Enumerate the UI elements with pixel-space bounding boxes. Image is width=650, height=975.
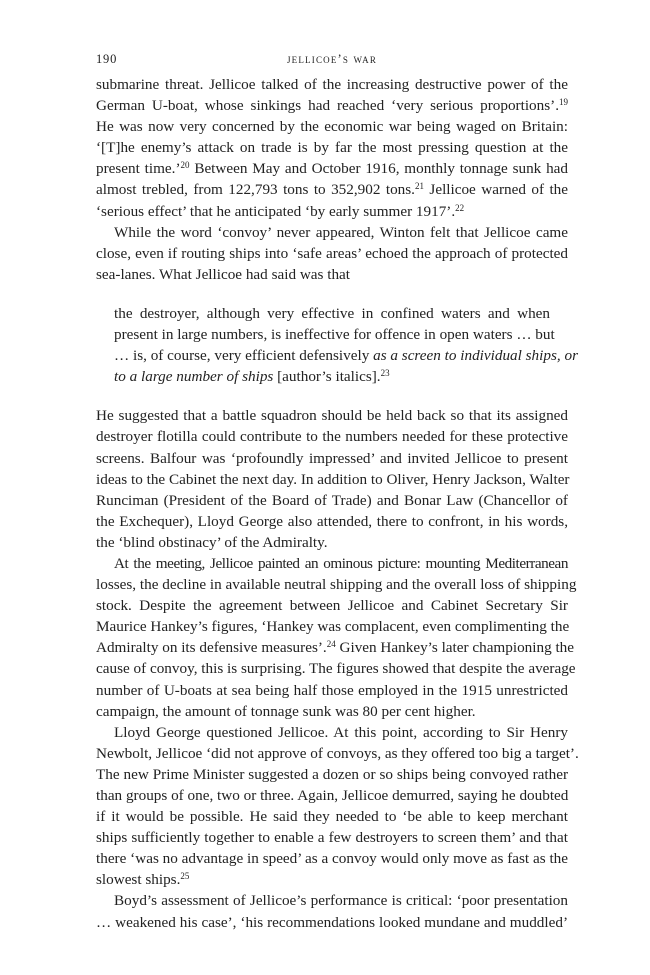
text-line: He suggested that a battle squadron should be held back so that its assigned	[96, 407, 568, 425]
text-line: there ‘was no advantage in speed’ as a convoy would only move as fast as the	[96, 850, 568, 868]
quote-line: the destroyer, although very effective in confined waters and when	[114, 304, 550, 322]
footnote-ref: 19	[559, 97, 568, 108]
paragraph-1	[96, 74, 568, 222]
text-line: close, even if routing ships into ‘safe areas’ echoed the approach of protected	[96, 244, 568, 262]
footnote-ref: 22	[455, 202, 465, 213]
text-line: almost trebled, from 122,793 tons to 352,902 tons.$^{21}$ Jellicoe warned of the	[96, 181, 568, 199]
text-line: He was now very concerned by the economic war being waged on Britain:	[96, 118, 568, 136]
text-line: At the meeting, Jellicoe painted an ominous picture: mounting Mediterranean	[114, 554, 568, 572]
text-line: number of U-boats at sea being half those employed in the 1915 unrestricted	[96, 681, 568, 699]
text-line: screens. Balfour was ‘profoundly impressed’ and invited Jellicoe to present	[96, 449, 568, 467]
quote-line: to a large number of ships [author’s italics].$^{23}$	[114, 368, 390, 386]
text-line: losses, the decline in available neutral shipping and the overall loss of shipping	[96, 576, 577, 594]
paragraph-4	[96, 553, 577, 722]
text-line: if it would be possible. He said they needed to ‘be able to keep merchant	[96, 808, 568, 826]
paragraph-3	[96, 405, 568, 553]
text-line: campaign, the amount of tonnage sunk was 80 per cent higher.	[96, 702, 476, 720]
text-line: Boyd’s assessment of Jellicoe’s performance is critical: ‘poor presentation	[114, 892, 568, 910]
block-quote	[114, 303, 578, 387]
text-line: Lloyd George questioned Jellicoe. At this point, according to Sir Henry	[114, 723, 568, 741]
text-line: present time.’$^{20}$ Between May and October 1916, monthly tonnage sunk had	[96, 160, 568, 178]
text-line: the Exchequer), Lloyd George also attended, there to confront, in his words,	[96, 512, 568, 530]
text-line: slowest ships.$^{25}$	[96, 871, 190, 889]
quote-line: present in large numbers, is ineffective for offence in open waters … but	[114, 326, 555, 344]
text-line: ‘[T]he enemy’s attack on trade is by far the most pressing question at the	[96, 139, 568, 157]
text-line: Newbolt, Jellicoe ‘did not approve of convoys, as they offered too big a target’.	[96, 744, 579, 762]
text-line: While the word ‘convoy’ never appeared, Winton felt that Jellicoe came	[114, 223, 568, 241]
text-line: Runciman (President of the Board of Trade) and Bonar Law (Chancellor of	[96, 491, 568, 509]
footnote-ref: 21	[414, 181, 424, 192]
page-number: 190	[96, 52, 118, 66]
quote-line: … is, of course, very efficient defensively as a screen to individual ships, or	[114, 347, 578, 365]
text-line: ideas to the Cabinet the next day. In addition to Oliver, Henry Jackson, Walter	[96, 470, 570, 488]
footnote-ref: 25	[180, 871, 190, 882]
footnote-ref: 24	[326, 639, 336, 650]
text-line: ships sufficiently together to enable a few destroyers to screen them’ and that	[96, 829, 568, 847]
text-line: The new Prime Minister suggested a dozen or so ships being convoyed rather	[96, 765, 568, 783]
text-line: stock. Despite the agreement between Jellicoe and Cabinet Secretary Sir	[96, 597, 568, 615]
paragraph-2	[96, 222, 568, 285]
text-line: cause of convoy, this is surprising. The figures showed that despite the average	[96, 660, 576, 678]
text-line: sea-lanes. What Jellicoe had said was that	[96, 265, 351, 283]
text-line: than groups of one, two or three. Again, Jellicoe demurred, saying he doubted	[96, 787, 569, 804]
italic-text: as a screen to individual ships, or	[373, 347, 578, 365]
text-line: Admiralty on its defensive measures’.$^{24}$ Given Hankey’s later championing the	[96, 639, 575, 657]
text-line: destroyer flotilla could contribute to the numbers needed for these protective	[96, 428, 568, 446]
text-line: submarine threat. Jellicoe talked of the increasing destructive power of the	[96, 76, 568, 93]
paragraph-5	[96, 722, 579, 891]
paragraph-6	[96, 890, 568, 932]
text-line: the ‘blind obstinacy’ of the Admiralty.	[96, 533, 328, 551]
text-line: ‘serious effect’ that he anticipated ‘by early summer 1917’.$^{22}$	[96, 202, 465, 220]
text-line: … weakened his case’, ‘his recommendations looked mundane and muddled’	[96, 913, 568, 931]
text-line: Maurice Hankey’s figures, ‘Hankey was complacent, even complimenting the	[96, 618, 570, 636]
footnote-ref: 20	[180, 160, 190, 171]
text-line: German U-boat, whose sinkings had reached ‘very serious proportions’.$^{19}$	[96, 97, 568, 115]
running-title: jellicoe’s war	[286, 52, 378, 66]
body-text	[96, 74, 579, 933]
footnote-ref: 23	[380, 368, 390, 379]
italic-text: to a large number of ships	[114, 368, 274, 386]
